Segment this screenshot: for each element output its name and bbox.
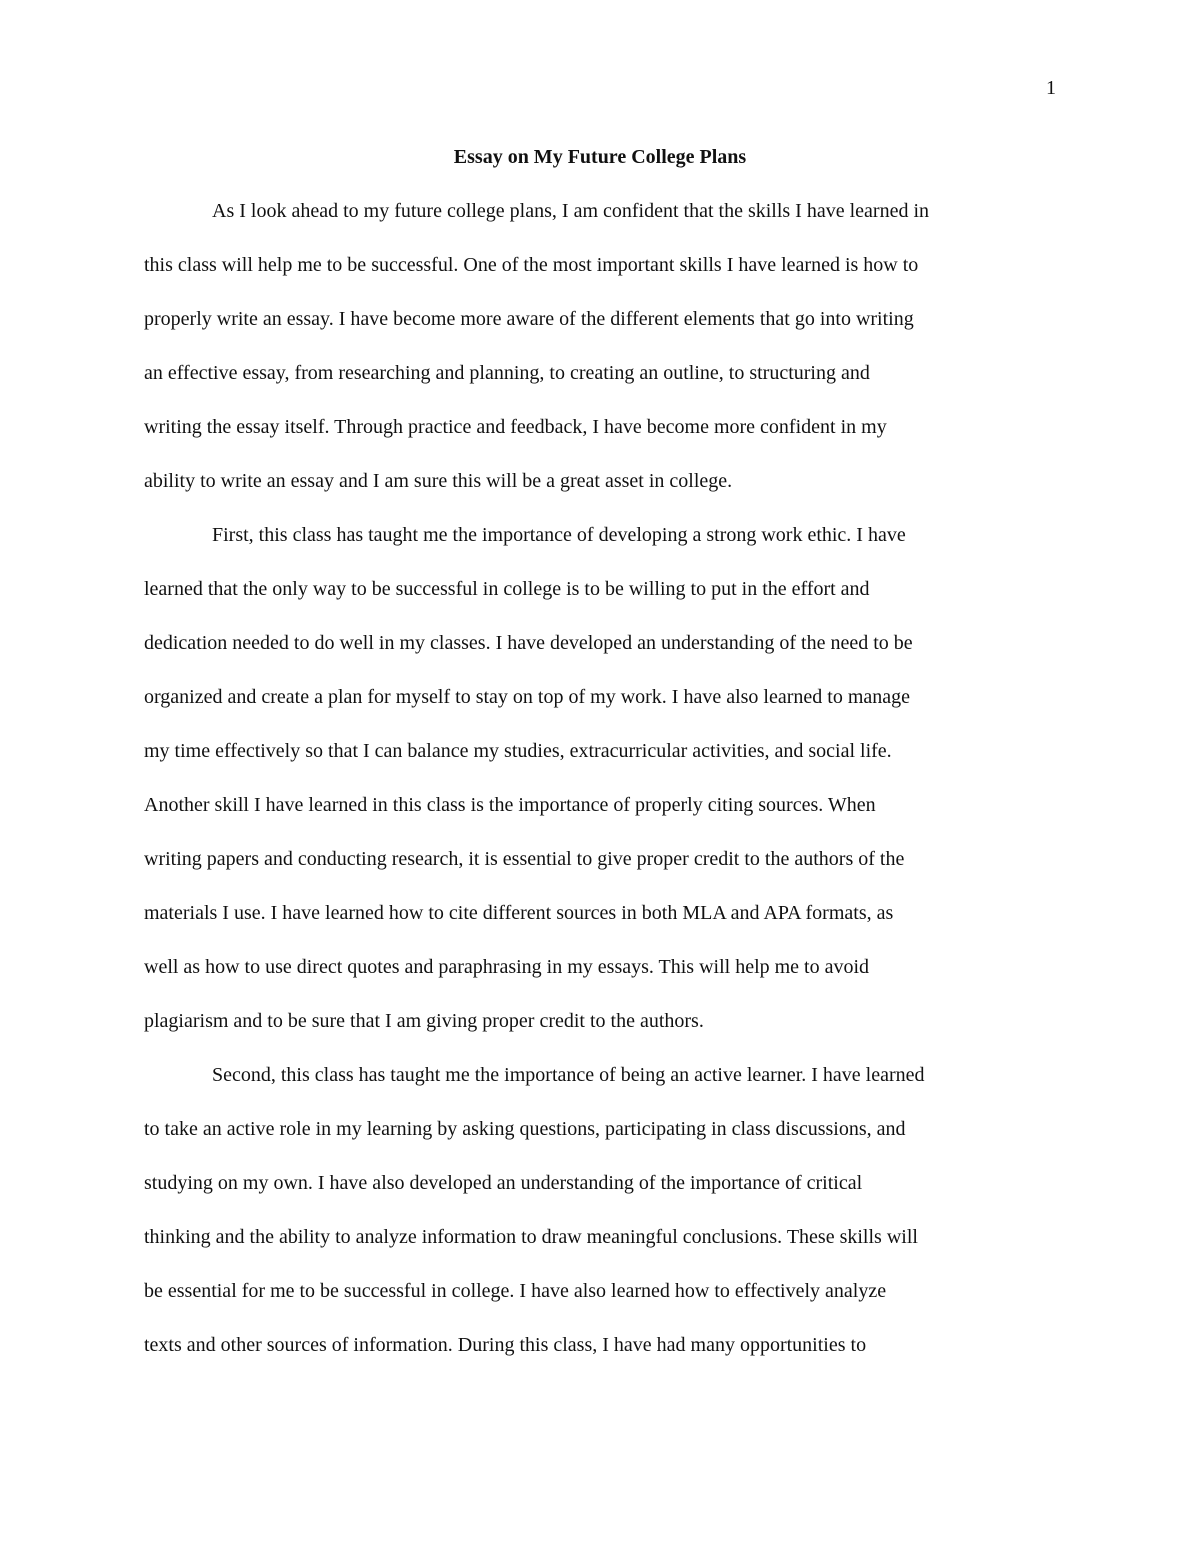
essay-line: materials I use. I have learned how to cite different sources in both MLA and APA formats, as: [144, 902, 894, 924]
essay-line: Another skill I have learned in this class is the importance of properly citing sources. When: [144, 794, 876, 816]
essay-line: to take an active role in my learning by asking questions, participating in class discussions, and: [144, 1118, 906, 1140]
essay-line: be essential for me to be successful in college. I have also learned how to effectively analyze: [144, 1280, 887, 1302]
essay-line: organized and create a plan for myself to stay on top of my work. I have also learned to manage: [144, 686, 911, 708]
essay-line: dedication needed to do well in my classes. I have developed an understanding of the need to be: [144, 632, 913, 654]
essay-line: my time effectively so that I can balance my studies, extracurricular activities, and social life.: [144, 740, 892, 762]
essay-body: [144, 144, 1056, 1359]
essay-line: properly write an essay. I have become more aware of the different elements that go into writing: [144, 308, 914, 330]
essay-line: writing the essay itself. Through practice and feedback, I have become more confident in my: [144, 416, 887, 438]
essay-line: well as how to use direct quotes and paraphrasing in my essays. This will help me to avoid: [144, 956, 870, 978]
page-number: 1: [1046, 77, 1056, 99]
essay-line: this class will help me to be successful. One of the most important skills I have learned is how to: [144, 254, 919, 276]
essay-line: an effective essay, from researching and planning, to creating an outline, to structuring and: [144, 362, 870, 384]
essay-line: thinking and the ability to analyze information to draw meaningful conclusions. These skills will: [144, 1226, 918, 1248]
essay-title: Essay on My Future College Plans: [453, 146, 747, 168]
essay-line: First, this class has taught me the importance of developing a strong work ethic. I have: [212, 524, 906, 546]
essay-line: plagiarism and to be sure that I am giving proper credit to the authors.: [144, 1010, 704, 1032]
essay-line: studying on my own. I have also developed an understanding of the importance of critical: [144, 1172, 863, 1194]
essay-line: Second, this class has taught me the importance of being an active learner. I have learned: [212, 1064, 925, 1086]
essay-line: writing papers and conducting research, it is essential to give proper credit to the authors of the: [144, 848, 905, 870]
essay-line: texts and other sources of information. During this class, I have had many opportunities to: [144, 1334, 867, 1356]
essay-line: As I look ahead to my future college plans, I am confident that the skills I have learned in: [212, 200, 930, 222]
essay-line: learned that the only way to be successful in college is to be willing to put in the effort and: [144, 578, 870, 600]
essay-line: ability to write an essay and I am sure this will be a great asset in college.: [144, 470, 733, 492]
